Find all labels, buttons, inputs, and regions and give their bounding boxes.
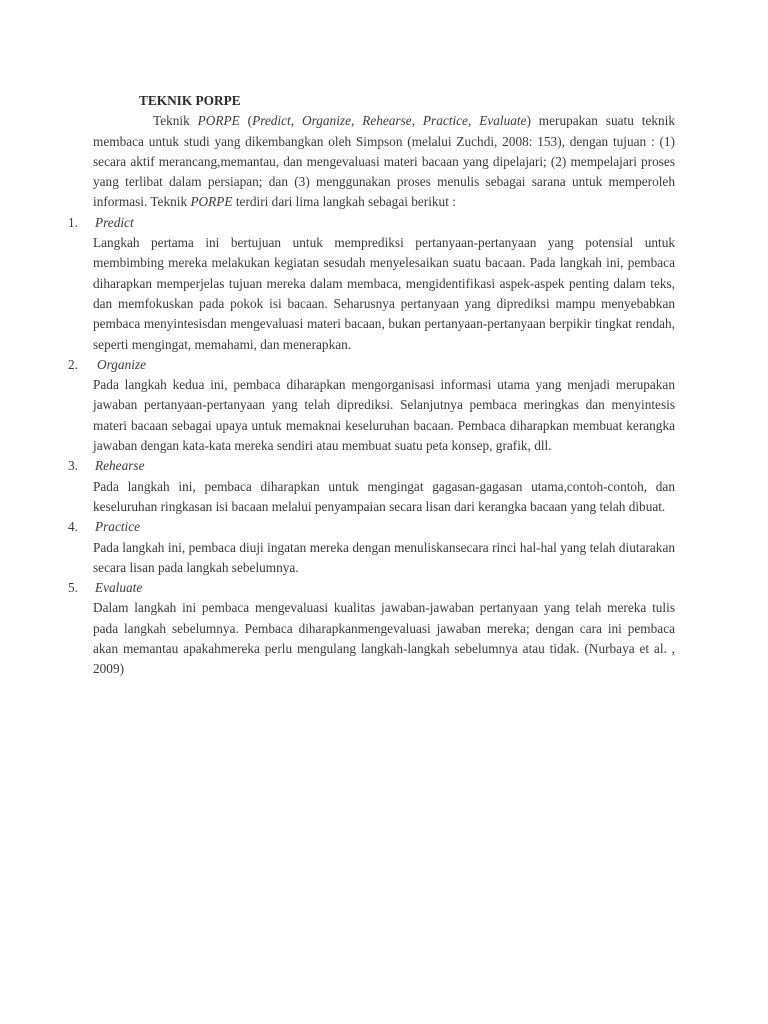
intro-practice: Practice [422, 113, 468, 129]
list-number: 4. [68, 519, 78, 535]
list-body: Dalam langkah ini pembaca mengevaluasi kualitas jawaban-jawaban pertanyaan yang telah mereka tulis pada langkah sebelumnya. Pembaca diharapkanmengevaluasi jawaban mereka; dengan cara ini pembaca akan memantau apakahmereka perlu mengulang langkah-langkah sebelumnya atau tidak. (Nurbaya et al. , 2009) [93, 600, 675, 677]
document-content [68, 91, 675, 680]
list-body: Pada langkah ini, pembaca diharapkan untuk mengingat gagasan-gagasan utama,contoh-contoh, dan keseluruhan ringkasan isi bacaan melalui penyampaian secara lisan dari kerangka bacaan yang telah dibuat. [93, 478, 675, 514]
intro-porpe: PORPE [197, 113, 240, 129]
intro-predict: Predict [252, 113, 291, 129]
intro-text-1: Teknik [153, 113, 198, 129]
list-heading: Rehearse [95, 458, 145, 474]
intro-comma-4: , [467, 113, 480, 129]
list-item-predict [68, 213, 675, 355]
intro-rehearse: Rehearse [362, 113, 412, 129]
list-number: 1. [68, 214, 78, 230]
intro-comma-3: , [411, 113, 423, 129]
list-item-head [68, 456, 675, 476]
intro-porpe-2: PORPE [190, 194, 233, 210]
intro-evaluate: Evaluate [479, 113, 527, 129]
intro-text-4: terdiri dari lima langkah sebagai berikut : [232, 194, 456, 210]
document-title: TEKNIK PORPE [139, 93, 241, 108]
list-number: 2. [68, 356, 78, 372]
list-body: Pada langkah ini, pembaca diuji ingatan mereka dengan menuliskansecara rinci hal-hal yang telah diutarakan secara lisan pada langkah sebelumnya. [93, 539, 675, 575]
list-item-evaluate [68, 578, 675, 679]
list-number: 5. [68, 580, 78, 596]
intro-text-3: ) merupakan suatu teknik membaca untuk studi yang dikembangkan oleh Simpson (melalui Zuchdi, 2008: 153), dengan tujuan : (1) secara aktif merancang,memantau, dan mengevaluasi materi bacaan yang dipelajari; (2) mempelajari proses yang terlibat dalam persiapan; dan (3) menggunakan proses menulis sebagai sarana untuk memperoleh informasi. Teknik [93, 113, 675, 210]
list-item-practice [68, 517, 675, 578]
list-item-head [68, 213, 675, 233]
list-heading: Practice [95, 519, 141, 535]
list-heading: Evaluate [95, 580, 143, 596]
list-item-head [68, 578, 675, 598]
intro-text-2: ( [239, 113, 253, 129]
intro-paragraph [93, 111, 675, 212]
list-number: 3. [68, 458, 78, 474]
intro-comma-2: , [350, 113, 363, 129]
list-heading: Predict [95, 214, 134, 230]
list-item-head [68, 517, 675, 537]
list-body: Langkah pertama ini bertujuan untuk memprediksi pertanyaan-pertanyaan yang potensial untuk membimbing mereka melakukan kegiatan sesudah menyelesaikan suatu bacaan. Pada langkah ini, pembaca diharapkan memperjelas tujuan mereka dalam membaca, mengidentifikasi aspek-aspek penting dalam teks, dan memfokuskan pada pokok isi bacaan. Seharusnya pertanyaan yang diprediksi mampu menyebabkan pembaca menyintesisdan mengevaluasi materi bacaan, bukan pertanyaan-pertanyaan berpikir tingkat rendah, seperti mengingat, memahami, dan menerapkan. [93, 235, 675, 352]
intro-organize: Organize [301, 113, 351, 129]
list-item-organize [68, 355, 675, 456]
intro-comma-1: , [290, 113, 302, 129]
list-item-head [68, 355, 675, 375]
list-heading: Organize [97, 356, 146, 372]
list-item-rehearse [68, 456, 675, 517]
list-body: Pada langkah kedua ini, pembaca diharapkan mengorganisasi informasi utama yang menjadi merupakan jawaban pertanyaan-pertanyaan yang telah diprediksi. Selanjutnya pembaca meringkas dan menyintesis materi bacaan sebagai upaya untuk memaknai keseluruhan bacaan. Pembaca diharapkan membuat kerangka jawaban dengan kata-kata mereka sendiri atau membuat suatu peta konsep, grafik, dll. [93, 377, 675, 454]
